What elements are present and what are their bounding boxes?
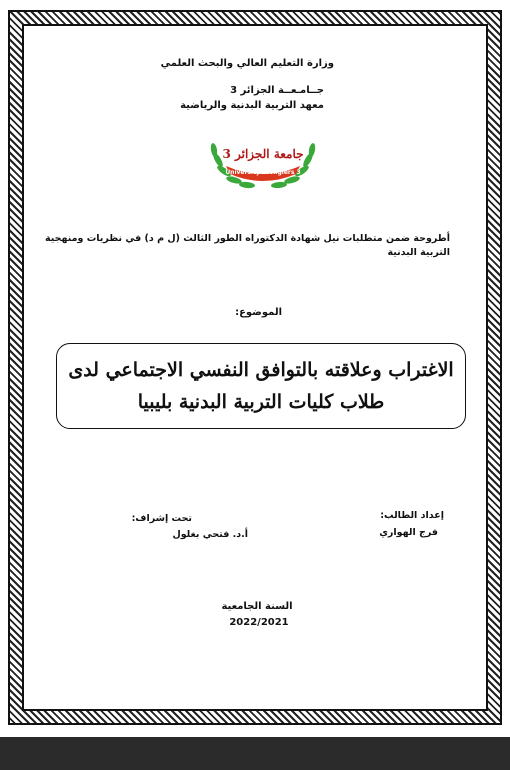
- viewer-bottom-bar: [0, 737, 510, 770]
- university-heading: جــامـعــة الجزائر 3: [230, 85, 324, 96]
- academic-year-label: السنة الجامعية: [221, 601, 293, 612]
- logo-arabic-text: جامعة الجزائر 3: [222, 147, 304, 161]
- supervision-label: تحت إشراف:: [131, 513, 192, 524]
- thesis-title-line-1: الاغتراب وعلاقته بالتوافق النفسي الاجتماعي لدى: [68, 359, 454, 381]
- academic-year: 2022/2021: [229, 617, 289, 628]
- thesis-title-box: [56, 343, 466, 429]
- university-logo: [204, 130, 322, 196]
- thesis-title-line-2: طلاب كليات التربية البدنية بليبيا: [137, 391, 385, 413]
- prepared-by-label: إعداد الطالب:: [380, 510, 444, 521]
- ministry-heading: وزارة التعليم العالي والبحث العلمي: [160, 58, 334, 69]
- thesis-statement: أطروحة ضمن متطلبات نيل شهادة الدكتوراه الطور الثالث (ل م د) في نظريات ومنهجية التربية البدنية: [44, 233, 450, 258]
- subject-label: الموضوع:: [235, 307, 282, 318]
- institute-heading: معهد التربية البدنية والرياضية: [180, 100, 324, 111]
- student-name: فرج الهواري: [379, 527, 438, 538]
- logo-english-text: University of Algiers 3: [225, 169, 301, 176]
- supervisor-name: أ.د. فتحي بغلول: [172, 529, 248, 540]
